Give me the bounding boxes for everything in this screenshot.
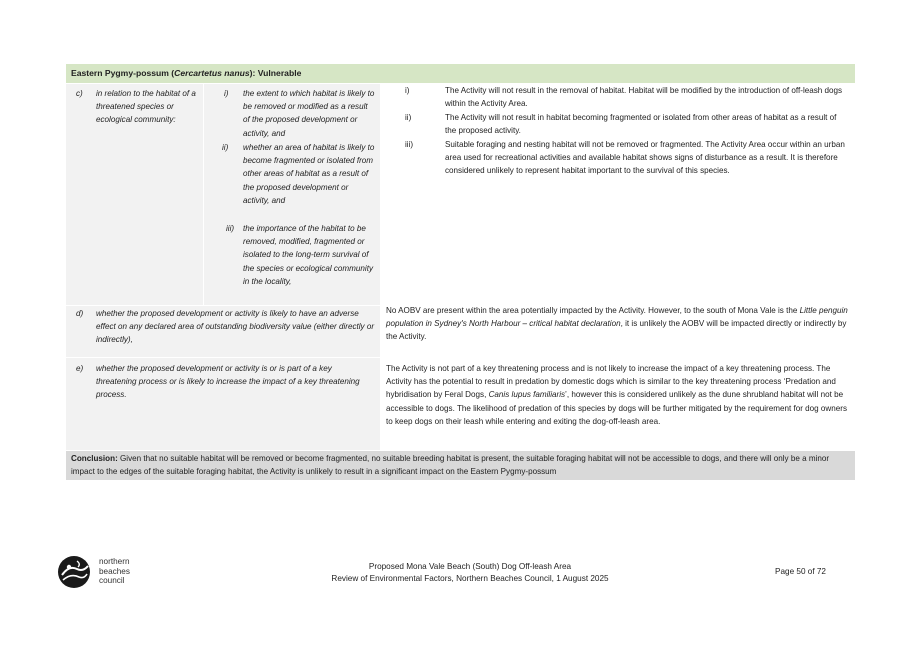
footer-title bbox=[300, 561, 640, 584]
row-e-response-part-2: ’, however this is considered unlikely as the dune shrubland habitat will not be accessible to dogs. The likelihood of predation of this species by dogs will be further mitigated by the requirement for dog owners to keep dogs on their leash while entering and exiting the dog-off-leash area. bbox=[386, 390, 847, 426]
row-d-response-italic: Little penguin population in Sydney's North Harbour – critical habitat declaration bbox=[386, 306, 848, 329]
row-e-response-italic: Canis lupus familiaris bbox=[488, 390, 566, 400]
row-c-subcriteria-cell bbox=[204, 84, 380, 305]
row-c-letter: c) bbox=[76, 89, 83, 98]
response-num-3: iii) bbox=[405, 140, 414, 149]
sub-criterion-text-3: the importance of the habitat to be removed, modified, fragmented or isolated to the long-term survival of the species or ecological community in the locality, bbox=[243, 224, 374, 286]
header-suffix: ): Vulnerable bbox=[249, 68, 302, 78]
footer-title-line-2: Review of Environmental Factors, Northern Beaches Council, 1 August 2025 bbox=[331, 573, 609, 583]
council-logo-text bbox=[99, 557, 130, 586]
sub-criterion-num-2: ii) bbox=[222, 143, 229, 152]
row-e-response bbox=[386, 362, 852, 428]
row-d-response-part-1: No AOBV are present within the area potentially impacted by the Activity. However, to the south of Mona Vale is the bbox=[386, 306, 800, 315]
row-e-criterion-cell bbox=[66, 358, 380, 450]
row-c-response-cell bbox=[381, 84, 855, 305]
species-header bbox=[66, 64, 855, 83]
row-c-criterion: in relation to the habitat of a threatened species or ecological community: bbox=[96, 89, 196, 125]
logo-line-1: northern bbox=[99, 557, 130, 566]
sub-criterion-num-1: i) bbox=[224, 89, 229, 98]
conclusion-row bbox=[66, 451, 855, 480]
conclusion-text: Given that no suitable habitat will be removed or become fragmented, no suitable breeding habitat is present, the suitable foraging habitat will not be accessible to dogs, and there will only be a minor impact to the edges of the suitable foraging habitat, the Activity is unlikely to result in a significant impact on the Eastern Pygmy-possum bbox=[71, 454, 830, 477]
row-e-response-cell bbox=[381, 358, 855, 450]
row-d-response-part-2: , it is unlikely the AOBV will be impacted directly or indirectly by the Activity. bbox=[386, 319, 847, 342]
header-prefix: Eastern Pygmy-possum ( bbox=[71, 68, 175, 78]
row-e-letter: e) bbox=[76, 364, 84, 373]
row-c-criterion-cell bbox=[66, 84, 203, 305]
page-number: Page 50 of 72 bbox=[775, 567, 826, 576]
sub-criterion-text-2: whether an area of habitat is likely to become fragmented or isolated from other areas of habitat as a result of the proposed development or activity, and bbox=[243, 143, 375, 205]
row-d-response-cell bbox=[381, 306, 855, 357]
response-text-1: The Activity will not result in the removal of habitat. Habitat will be modified by the introduction of off-leash dogs within the Activity Area. bbox=[445, 86, 843, 109]
row-e-response-part-1: The Activity is not part of a key threatening process and is not likely to increase the impact of a key threatening process. The Activity has the potential to result in predation by domestic dogs which is similar to the key threatening process ‘Predation and hybridisation by Feral Dogs, bbox=[386, 364, 836, 400]
row-d-criterion: whether the proposed development or activity is likely to have an adverse effect on any declared area of outstanding biodiversity value (either directly or indirectly), bbox=[96, 309, 375, 345]
row-d-response bbox=[386, 304, 850, 344]
row-d-criterion-cell bbox=[66, 306, 380, 357]
response-text-3: Suitable foraging and nesting habitat will not be removed or fragmented. The Activity Area occur within an urban area used for recreational activities and available habitat shows signs of disturbance as a result. It is therefore considered unlikely to represent habitat important to the survival of this species. bbox=[445, 140, 845, 176]
logo-line-2: beaches bbox=[99, 566, 130, 576]
response-num-2: ii) bbox=[405, 113, 412, 122]
footer-title-line-1: Proposed Mona Vale Beach (South) Dog Off-leash Area bbox=[368, 562, 572, 571]
row-e-criterion: whether the proposed development or activity is or is part of a key threatening process or is likely to increase the impact of a key threatening process. bbox=[96, 364, 360, 400]
conclusion-label: Conclusion: bbox=[71, 454, 118, 463]
response-text-2: The Activity will not result in habitat becoming fragmented or isolated from other areas of habitat as a result of the proposed activity. bbox=[445, 113, 837, 136]
species-name: Cercartetus nanus bbox=[174, 68, 250, 78]
sub-criterion-num-3: iii) bbox=[226, 224, 235, 233]
council-logo-icon bbox=[57, 555, 93, 589]
response-num-1: i) bbox=[405, 86, 410, 95]
logo-line-3: council bbox=[99, 576, 125, 585]
sub-criterion-text-1: the extent to which habitat is likely to be removed or modified as a result of the proposed development or activity, and bbox=[243, 89, 375, 138]
row-d-letter: d) bbox=[76, 309, 84, 318]
